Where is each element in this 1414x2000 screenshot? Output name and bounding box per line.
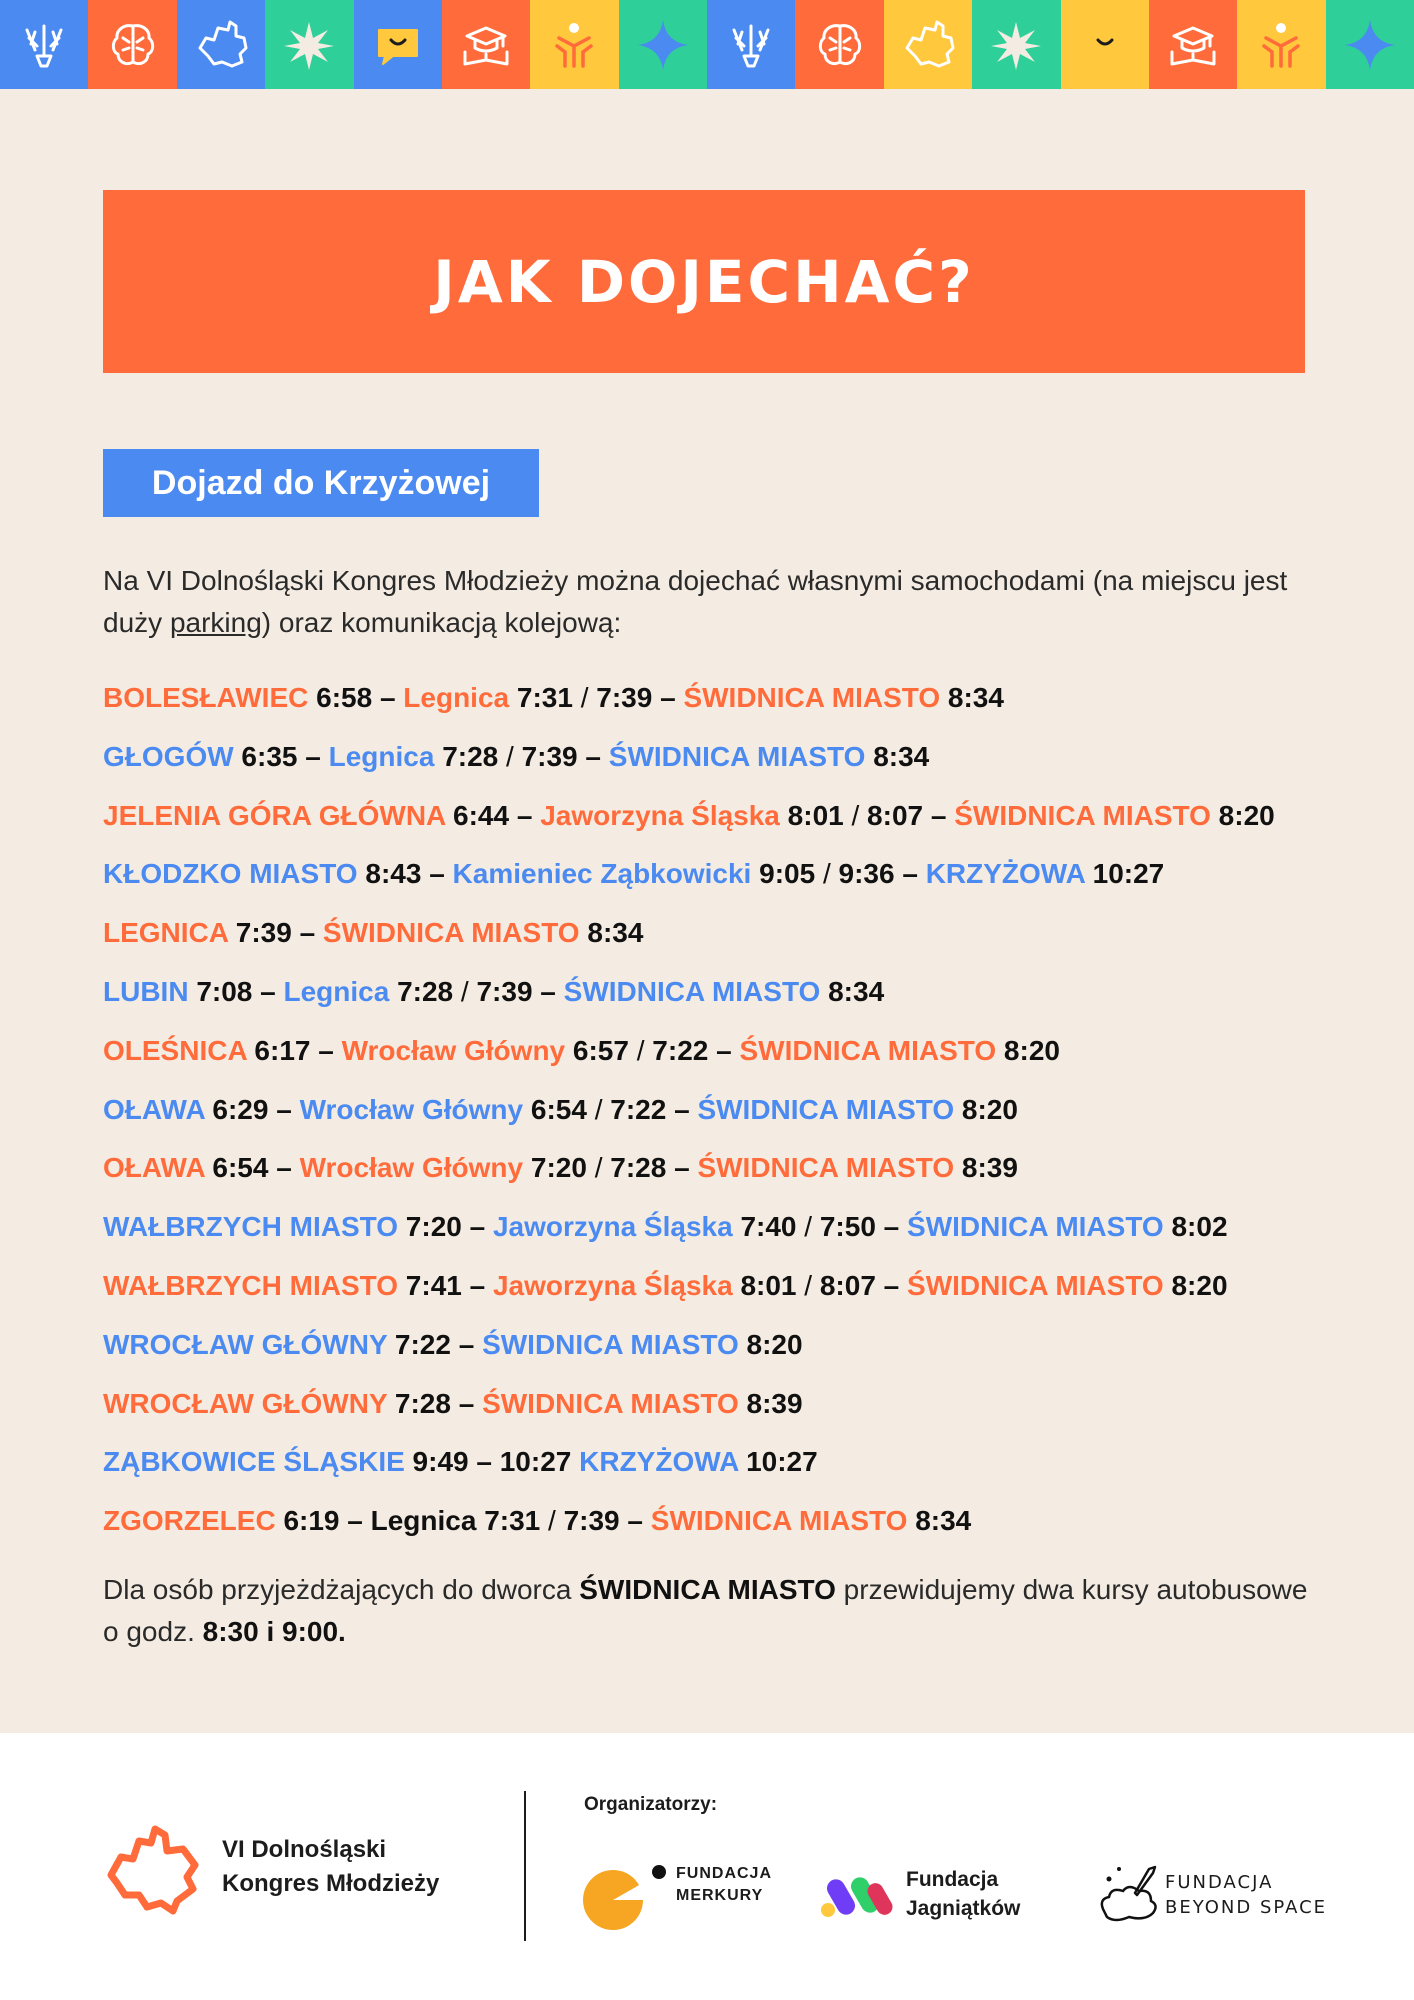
route-time: 7:28 [389, 975, 461, 1007]
station-name: ŚWIDNICA MIASTO [482, 1387, 739, 1419]
route-row [103, 853, 1323, 912]
brain-icon [811, 16, 869, 74]
eagle-icon [722, 16, 780, 74]
eagle-icon [15, 16, 73, 74]
merkury-line-1: FUNDACJA [676, 1865, 772, 1882]
station-name: ŚWIDNICA MIASTO [322, 917, 580, 949]
route-time: 8:39 [954, 1152, 1018, 1184]
jagniatkow-logo-icon [820, 1872, 894, 1918]
intro-text-after: ) oraz komunikacją kolejową: [261, 607, 622, 638]
route-time: 9:05 [751, 858, 823, 890]
route-time: 7:39 – [468, 975, 564, 1007]
kongres-line-1: VI Dolnośląski [222, 1836, 387, 1863]
route-time: 7:41 – [398, 1269, 493, 1301]
route-row [103, 1441, 1323, 1500]
organizers-label: Organizatorzy: [584, 1794, 718, 1815]
route-time: 8:20 [1163, 1269, 1228, 1301]
route-time: 7:22 – [644, 1034, 740, 1066]
route-time: 8:02 [1163, 1211, 1228, 1243]
route-row [103, 1147, 1323, 1206]
footnote-times: 8:30 i 9:00. [202, 1616, 346, 1647]
station-name: ŚWIDNICA MIASTO [482, 1328, 739, 1360]
footnote-text-2: przewidujemy dwa kursy autobusowe o godz. [103, 1574, 1308, 1647]
station-name: ZĄBKOWICE ŚLĄSKIE [103, 1446, 405, 1478]
route-time: 7:40 [732, 1211, 805, 1243]
route-time: 8:20 [1210, 799, 1275, 831]
beyond-space-logo-icon [1095, 1859, 1161, 1925]
station-name: LEGNICA [103, 917, 228, 949]
station-name: WROCŁAW GŁÓWNY [103, 1328, 388, 1360]
route-row [103, 1089, 1323, 1148]
station-name: Kamieniec Ząbkowicki [452, 858, 752, 890]
station-name: Jaworzyna Śląska [492, 1211, 733, 1243]
route-time: 7:20 [523, 1152, 595, 1184]
station-name: WROCŁAW GŁÓWNY [103, 1387, 388, 1419]
hero-banner [103, 190, 1305, 373]
route-time: 8:34 [907, 1505, 972, 1537]
station-name: ŚWIDNICA MIASTO [683, 682, 941, 713]
route-time: 7:22 – [387, 1328, 483, 1360]
starburst-icon [280, 16, 338, 74]
sparkle-icon [634, 16, 692, 74]
route-row [103, 1324, 1323, 1383]
section-subtitle: Dojazd do Krzyżowej [103, 449, 539, 517]
route-time: 8:07 – [812, 1269, 908, 1301]
route-row [103, 795, 1323, 854]
route-time: 7:39 – [227, 917, 323, 949]
station-name: KRZYŻOWA [925, 858, 1085, 890]
route-time: 7:08 – [188, 975, 284, 1007]
station-name: WAŁBRZYCH MIASTO [103, 1211, 399, 1243]
route-row [103, 912, 1323, 971]
route-time: 9:49 – 10:27 [404, 1446, 580, 1478]
route-time: 8:43 – [357, 858, 453, 890]
route-time: 6:19 – Legnica 7:31 [275, 1505, 549, 1537]
sparkle-icon [1341, 16, 1399, 74]
station-name: ŚWIDNICA MIASTO [608, 740, 866, 772]
time-separator: / [822, 858, 831, 890]
time-separator: / [804, 1211, 813, 1243]
speech-bubble-icon [1076, 16, 1134, 74]
route-time: 8:20 [954, 1093, 1018, 1125]
parking-link[interactable]: parking [169, 607, 262, 638]
train-routes-list [103, 677, 1323, 1559]
kongres-name [222, 1833, 439, 1901]
header-tile [795, 0, 883, 89]
station-name: Jaworzyna Śląska [540, 799, 780, 831]
route-time: 6:54 – [204, 1152, 300, 1184]
starburst-icon [987, 16, 1045, 74]
station-name: Legnica [328, 740, 435, 772]
station-name: BOLESŁAWIEC [103, 682, 309, 713]
route-time: 6:54 [523, 1093, 595, 1125]
people-icon [545, 16, 603, 74]
page-title: JAK DOJECHAĆ? [433, 247, 975, 316]
header-tile [530, 0, 618, 89]
time-separator: / [851, 799, 860, 831]
station-name: LUBIN [103, 975, 189, 1007]
station-name: KRZYŻOWA [579, 1446, 739, 1478]
header-tile [1149, 0, 1237, 89]
station-name: Wrocław Główny [299, 1152, 524, 1184]
time-separator: / [580, 682, 589, 713]
route-time: 7:31 [509, 682, 581, 713]
header-tile [0, 0, 88, 89]
header-tile [1326, 0, 1414, 89]
station-name: OŁAWA [103, 1152, 205, 1184]
route-time: 10:27 [1084, 858, 1165, 890]
station-name: Jaworzyna Śląska [492, 1269, 733, 1301]
speech-bubble-icon [369, 16, 427, 74]
footer-divider [524, 1791, 526, 1941]
route-time: 8:34 [820, 975, 885, 1007]
route-row [103, 677, 1323, 736]
route-time: 9:36 – [830, 858, 926, 890]
header-tile [177, 0, 265, 89]
route-time: 10:27 [738, 1446, 818, 1478]
station-name: Legnica [283, 975, 390, 1007]
header-tile [707, 0, 795, 89]
graduation-book-icon [457, 16, 515, 74]
station-name: Legnica [403, 682, 510, 713]
people-icon [1252, 16, 1310, 74]
graduation-book-icon [1164, 16, 1222, 74]
route-time: 7:50 – [812, 1211, 908, 1243]
route-time: 6:29 – [204, 1093, 300, 1125]
bs-line-1: FUNDACJA [1165, 1872, 1274, 1893]
station-name: ŚWIDNICA MIASTO [697, 1093, 955, 1125]
route-row [103, 1206, 1323, 1265]
station-name: OLEŚNICA [103, 1034, 247, 1066]
bus-footnote [103, 1569, 1313, 1653]
time-separator: / [548, 1505, 556, 1537]
header-tile [88, 0, 176, 89]
route-time: 7:28 [434, 740, 507, 772]
merkury-logo-icon [583, 1862, 671, 1934]
footnote-text-1: Dla osób przyjeżdżających do dworca [103, 1574, 580, 1605]
header-tile [884, 0, 972, 89]
route-time: 6:44 – [445, 799, 541, 831]
station-name: ŚWIDNICA MIASTO [954, 799, 1211, 831]
route-time: 8:34 [579, 917, 644, 949]
time-separator: / [460, 975, 469, 1007]
route-time: 7:39 – [555, 1505, 651, 1537]
region-map-icon [899, 16, 957, 74]
route-time: 6:35 – [233, 740, 329, 772]
route-time: 6:17 – [246, 1034, 342, 1066]
station-name: OŁAWA [103, 1093, 205, 1125]
station-name: ŚWIDNICA MIASTO [907, 1211, 1164, 1243]
brain-icon [104, 16, 162, 74]
header-tile [1061, 0, 1149, 89]
station-name: ŚWIDNICA MIASTO [907, 1269, 1164, 1301]
station-name: Wrocław Główny [299, 1093, 524, 1125]
route-time: 6:57 [565, 1034, 637, 1066]
route-row [103, 1383, 1323, 1442]
intro-paragraph [103, 560, 1313, 644]
route-row [103, 1030, 1323, 1089]
header-tile [354, 0, 442, 89]
route-time: 7:28 – [387, 1387, 483, 1419]
merkury-line-2: MERKURY [676, 1887, 764, 1904]
beyond-space-name [1165, 1870, 1327, 1920]
header-tile [1237, 0, 1325, 89]
region-map-icon [192, 16, 250, 74]
intro-text-before: Na VI Dolnośląski Kongres Młodzieży można dojechać własnymi samochodami (na miejscu jest duży [103, 565, 1288, 638]
station-name: JELENIA GÓRA GŁÓWNA [103, 799, 446, 831]
time-separator: / [506, 740, 514, 772]
route-row [103, 1265, 1323, 1324]
header-tile [442, 0, 530, 89]
route-time: 7:28 – [602, 1152, 698, 1184]
station-name: ZGORZELEC [103, 1505, 276, 1537]
time-separator: / [804, 1269, 813, 1301]
jagniatkow-name [906, 1865, 1020, 1923]
station-name: ŚWIDNICA MIASTO [650, 1505, 908, 1537]
time-separator: / [594, 1093, 603, 1125]
route-time: 7:22 – [602, 1093, 698, 1125]
station-name: Wrocław Główny [341, 1034, 566, 1066]
merkury-name [676, 1863, 772, 1907]
bs-line-2: BEYOND SPACE [1165, 1897, 1328, 1918]
route-time: 8:20 [738, 1328, 803, 1360]
station-name: GŁOGÓW [103, 740, 234, 772]
route-time: 8:01 [779, 799, 852, 831]
route-time: 8:34 [865, 740, 930, 772]
station-name: WAŁBRZYCH MIASTO [103, 1269, 399, 1301]
route-row [103, 971, 1323, 1030]
route-time: 8:07 – [859, 799, 955, 831]
jag-line-2: Jagniątków [906, 1897, 1021, 1920]
station-name: ŚWIDNICA MIASTO [697, 1152, 955, 1184]
route-time: 8:20 [996, 1034, 1060, 1066]
route-row [103, 1500, 1323, 1559]
header-tile [619, 0, 707, 89]
route-time: 7:39 – [588, 682, 684, 713]
route-time: 8:34 [940, 682, 1004, 713]
route-time: 7:39 – [513, 740, 609, 772]
station-name: KŁODZKO MIASTO [103, 858, 358, 890]
header-tile [265, 0, 353, 89]
route-time: 7:20 – [398, 1211, 493, 1243]
station-name: ŚWIDNICA MIASTO [739, 1034, 997, 1066]
route-time: 6:58 – [308, 682, 404, 713]
station-name: ŚWIDNICA MIASTO [563, 975, 821, 1007]
kongres-logo-icon [103, 1817, 203, 1917]
header-tile [972, 0, 1060, 89]
route-time: 8:39 [738, 1387, 803, 1419]
kongres-line-2: Kongres Młodzieży [222, 1870, 440, 1897]
time-separator: / [594, 1152, 603, 1184]
route-row [103, 736, 1323, 795]
decorative-tile-bar [0, 0, 1414, 89]
jag-line-1: Fundacja [906, 1868, 999, 1891]
footnote-station: ŚWIDNICA MIASTO [579, 1574, 836, 1605]
time-separator: / [636, 1034, 645, 1066]
route-time: 8:01 [732, 1269, 805, 1301]
